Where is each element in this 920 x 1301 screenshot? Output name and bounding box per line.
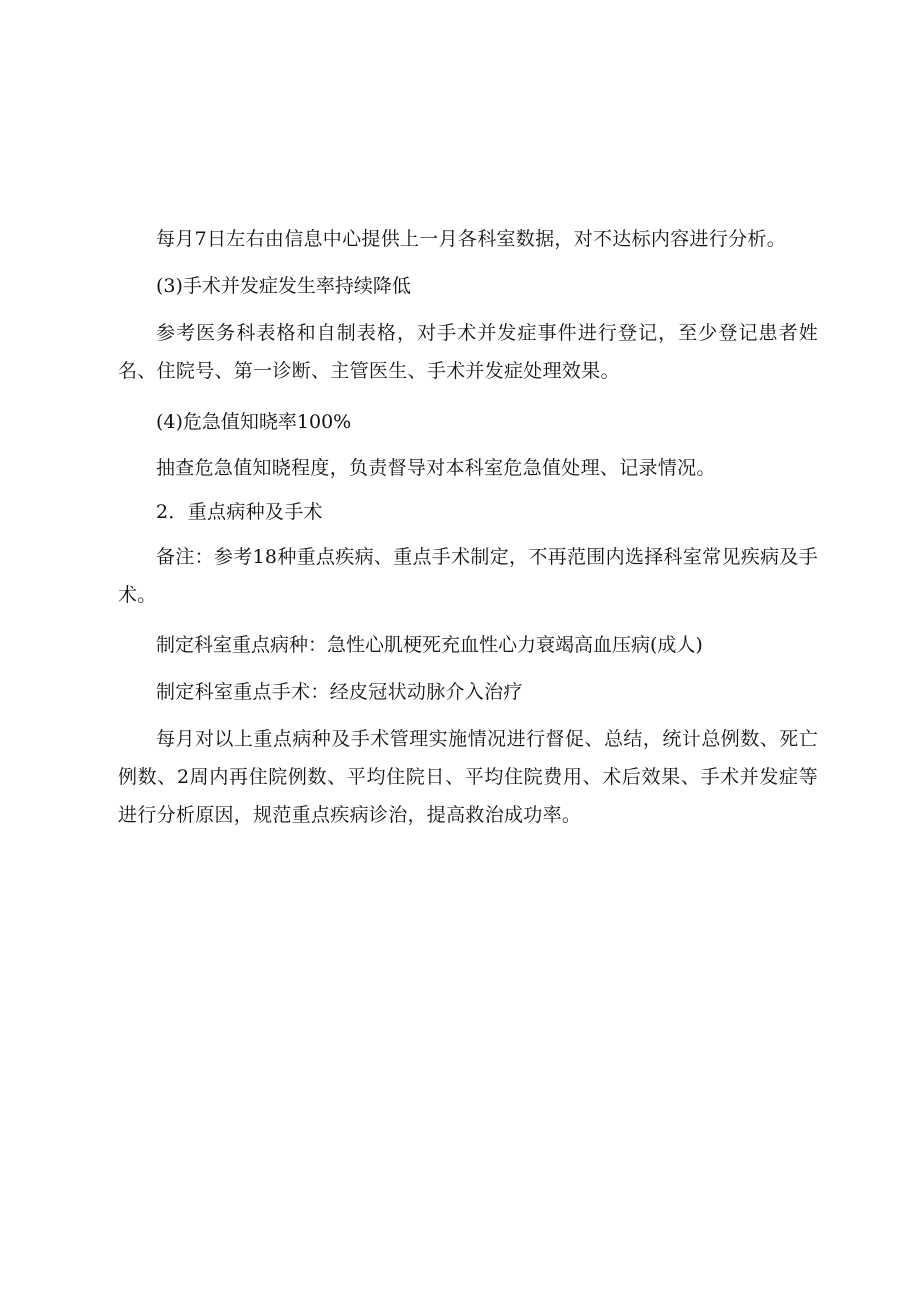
- paragraph-monthly-review: 每月对以上重点病种及手术管理实施情况进行督促、总结，统计总例数、死亡例数、2周内再住院例数、平均住院日、平均住院费用、术后效果、手术并发症等进行分析原因，规范重点疾病诊治，提高救治成功率。: [118, 728, 818, 826]
- paragraph-critical-value-check: 抽查危急值知晓程度，负责督导对本科室危急值处理、记录情况。: [156, 457, 716, 479]
- paragraph-remark: 备注：参考18种重点疾病、重点手术制定，不再范围内选择科室常见疾病及手术。: [118, 546, 818, 606]
- section-heading-key-diseases: 2．重点病种及手术: [156, 501, 323, 523]
- heading-critical-value-rate: (4)危急值知晓率100%: [156, 411, 352, 433]
- heading-complication-rate: (3)手术并发症发生率持续降低: [156, 275, 411, 297]
- paragraph-key-diseases: 制定科室重点病种：急性心肌梗死充血性心力衰竭高血压病(成人): [156, 634, 703, 656]
- paragraph-complication-registration: 参考医务科表格和自制表格，对手术并发症事件进行登记，至少登记患者姓名、住院号、第一诊断、主管医生、手术并发症处理效果。: [118, 322, 818, 382]
- paragraph-data-analysis: 每月7日左右由信息中心提供上一月各科室数据，对不达标内容进行分析。: [156, 228, 786, 250]
- paragraph-key-surgery: 制定科室重点手术：经皮冠状动脉介入治疗: [156, 681, 523, 703]
